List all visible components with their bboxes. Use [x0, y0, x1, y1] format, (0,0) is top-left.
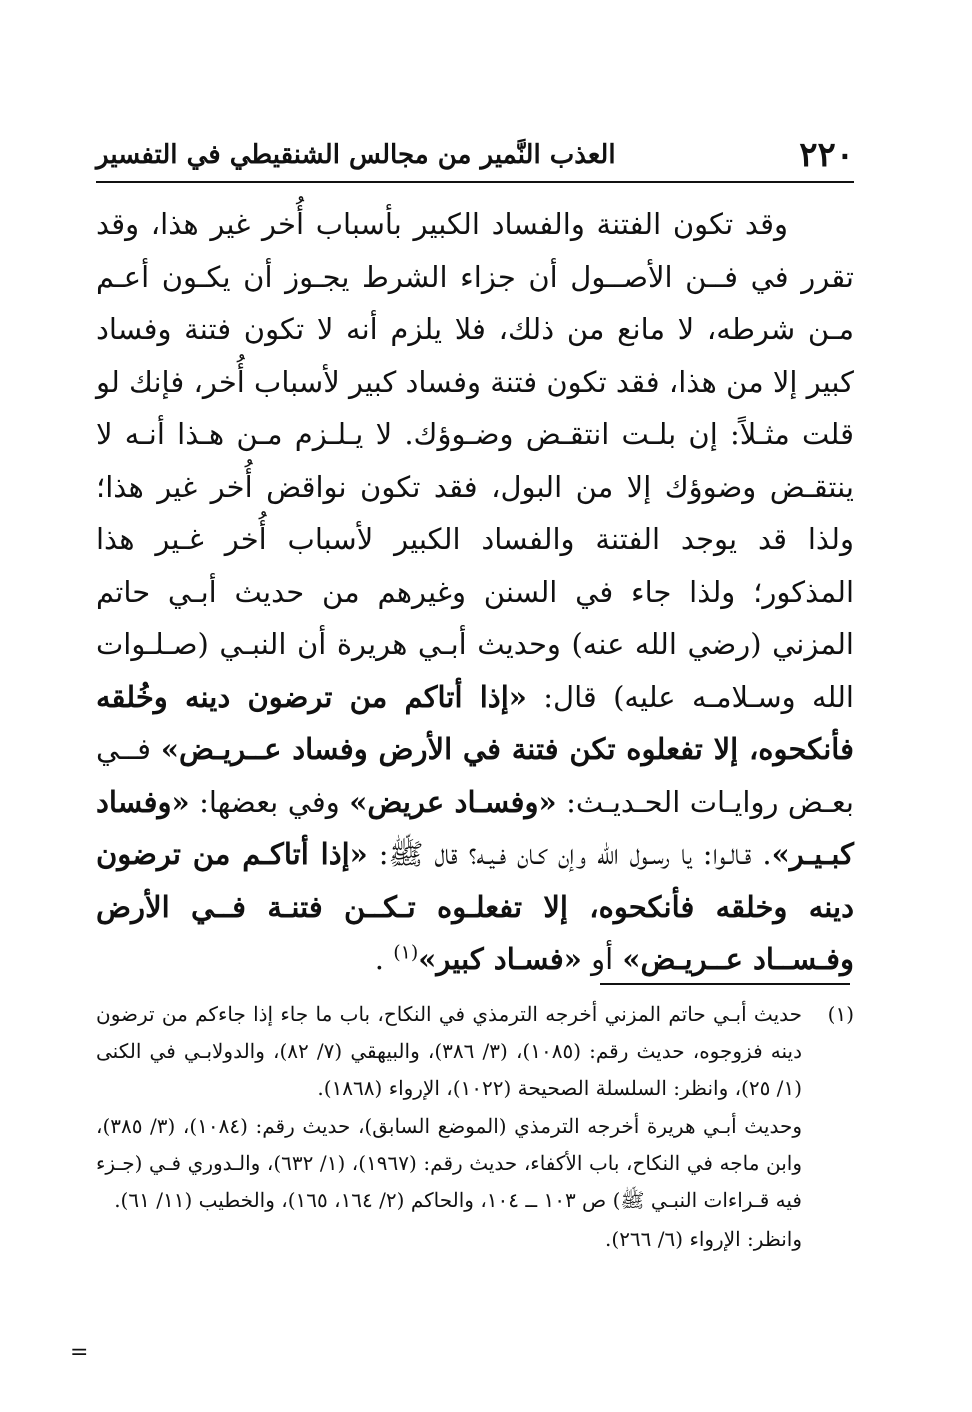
running-title: العذب النَّمير من مجالس الشنقيطي في التفسير	[96, 140, 616, 170]
footnote-paragraph: حديث أبـي حاتم المزني أخرجه الترمذي في النكاح، باب ما جاء إذا جاءكم من ترضون دينه فزوجوه، حديث رقم: (١٠٨٥)، (٣/ ٣٨٦)، والبيهقي (٧/ ٨٢)، والدولابـي في الكنى (١/ ٢٥)، وانظر: السلسلة الصحيحة (١٠٢٢)، الإرواء (١٨٦٨).	[96, 1002, 802, 1100]
footnote-divider	[600, 983, 850, 985]
body-paragraph	[96, 198, 854, 986]
body-segment: وفي بعضها:	[189, 784, 350, 819]
footnotes	[96, 996, 854, 1258]
body-segment: .	[374, 942, 394, 976]
hadith-quote: «إذا أتاكـم من ترضون دينه وخلقه فأنكحوه، إلا تفعلـوه تـكــن فتنـة فــي الأرض وفـســاد عــريـض»	[96, 837, 854, 976]
hadith-quote: «وفساد كبـيـر»	[96, 784, 854, 871]
body-segment: أو	[581, 942, 623, 976]
main-text	[96, 198, 854, 986]
header-divider	[96, 181, 854, 183]
hadith-quote: «إذا أتاكم من ترضون دينه وخُلقه فأنكحوه، إلا تفعلوه تكن فتنة في الأرض وفساد عــريـض»	[96, 679, 854, 766]
footnote-entry	[96, 996, 854, 1258]
footnote-paragraph: وانظر: الإرواء (٦/ ٢٦٦).	[605, 1226, 802, 1251]
body-segment: وقد تكون الفتنة والفساد الكبير بأسباب أُخر غير هذا، وقد تقرر في فــن الأصــول أن جزاء الشرط يجـوز أن يكـون أعـم مـن شرطه، لا مانع من ذلك، فلا يلزم أنه لا تكون فتنة وفساد كبير إلا من هذا، فقد تكون فتنة وفساد كبير لأسباب أُخر، فإنك لو قلت مثـلاً: إن بلـت انتقـض وضـوؤك. لا يـلـزم مـن هـذا أنـه لا ينتقـض وضوؤك إلا من البول، فقد تكون نواقض أُخر غير هذا؛ ولذا قد يوجد الفتنة والفساد الكبير لأسباب أُخر غـير هذا المذكور؛ ولذا جاء في السنن وغيرهم من حديث أبـي حاتم المزني (رضي الله عنه) وحديث أبـي هريرة أن النبـي (صـلـوات الله وسـلامـه عليه) قال:	[96, 207, 854, 714]
footnote-reference[interactable]: (١)	[393, 941, 419, 964]
page-number: ٢٢٠	[799, 135, 854, 175]
footnote-number: (١)	[827, 1002, 854, 1026]
footnote-paragraph: وحديث أبـي هريرة أخرجه الترمذي (الموضع السابق)، حديث رقم: (١٠٨٤)، (٣/ ٣٨٥)، وابن ماجه في النكاح، باب الأكفاء، حديث رقم: (١٩٦٧)، (١/ ٦٣٢)، والـدوري فـي (جـزء فيه قـراءات النبـي ﷺ) ص ١٠٣ ــ ١٠٤، والحاكم (٢/ ١٦٤، ١٦٥)، والخطيب (١١/ ٦١).	[96, 1114, 803, 1212]
body-segment: فــي بعـض روايـات الحـديـث:	[96, 732, 854, 819]
hadith-quote: «وفسـاد عريض»	[349, 784, 557, 819]
page-header	[96, 130, 854, 180]
hadith-quote: «فسـاد كبير»	[418, 942, 582, 976]
continuation-mark: =	[70, 1340, 89, 1365]
body-segment: . قـالـوا: يا رسـول الله وإن كـان فـيـه؟ قال ﷺ:	[367, 837, 772, 871]
